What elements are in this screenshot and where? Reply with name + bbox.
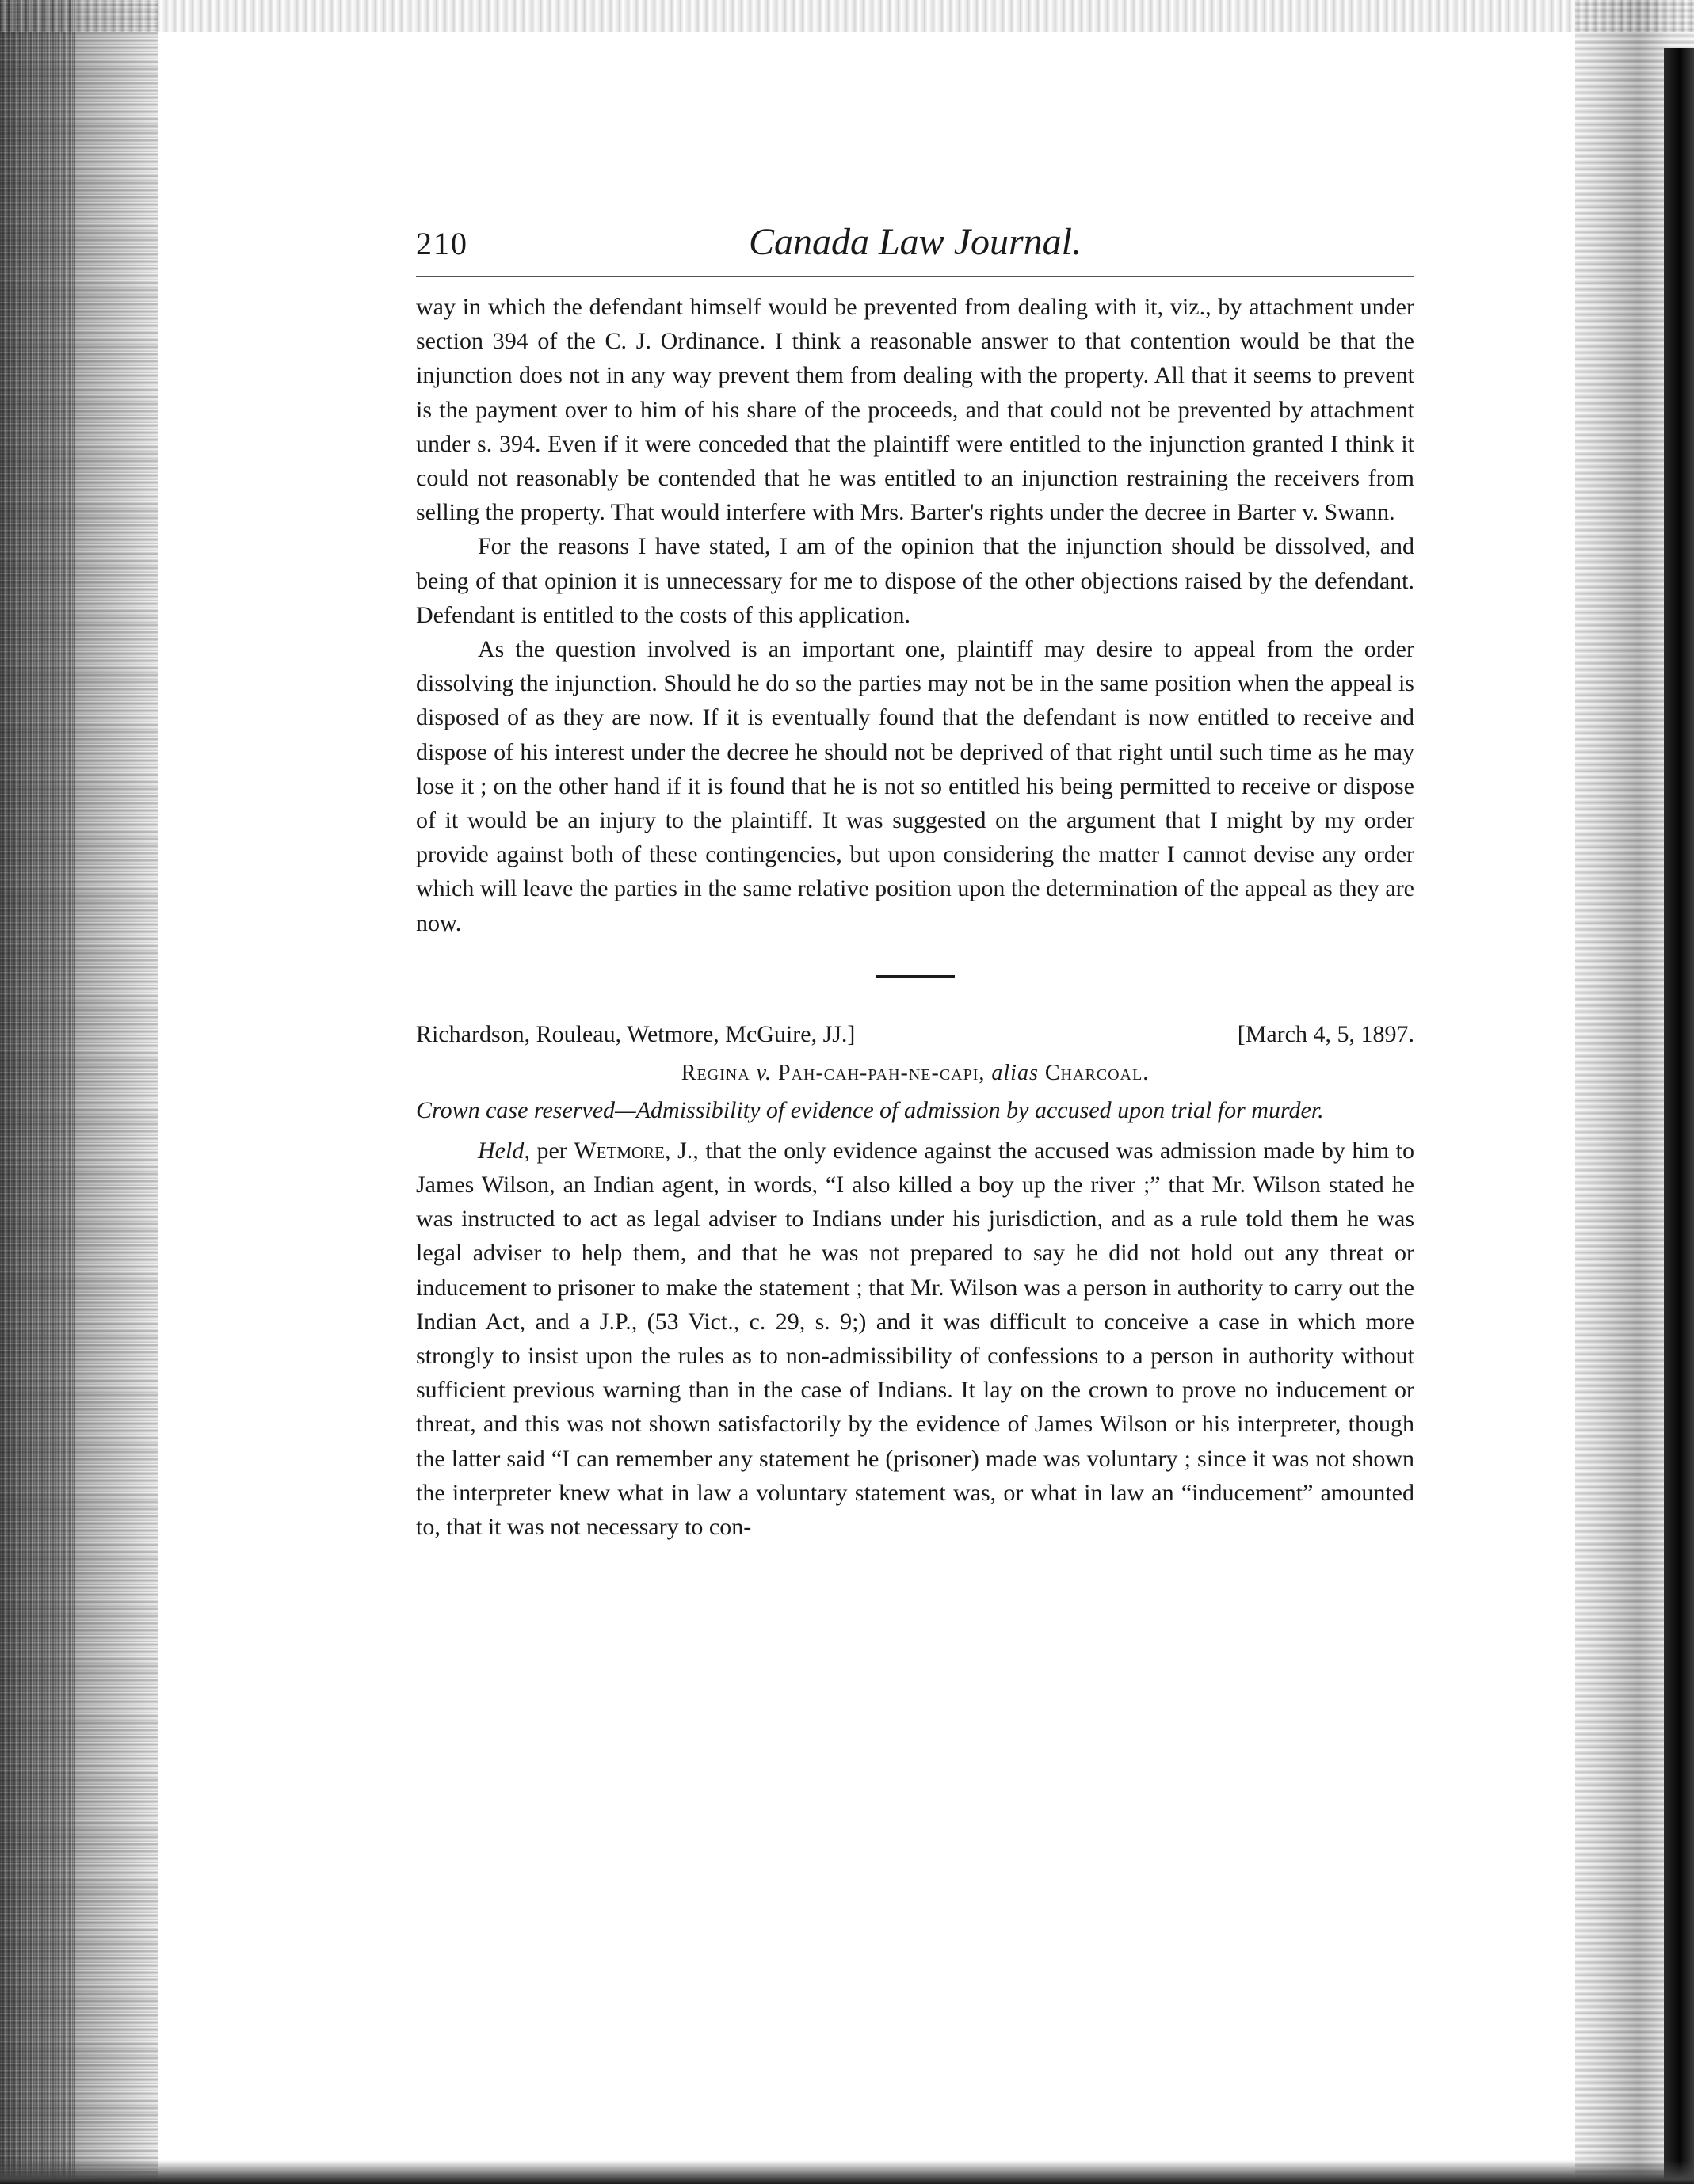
held-per: per — [536, 1137, 567, 1164]
case-judges-line — [416, 1017, 1414, 1051]
body-text — [416, 290, 1414, 940]
case-headnote: Crown case reserved—Admissibility of evidence of admission by accused upon trial for murder. — [416, 1096, 1324, 1123]
case-judges: Richardson, Rouleau, Wetmore, McGuire, JJ.] — [416, 1020, 856, 1047]
paragraph: As the question involved is an important one, plaintiff may desire to appeal from the order dissolving the injunction. Should he do so the parties may not be in the same position when the appeal is disposed of as they are now. If it is eventually found that the defendant is now entitled to receive and dispose of his interest under the decree he should not be deprived of that right until such time as he may lose it ; on the other hand if it is found that he is not so entitled his being permitted to receive or dispose of it would be an injury to the plaintiff. It was suggested on the argument that I might by my order provide against both of these contingencies, but upon considering the matter I cannot devise any order which will leave the parties in the same relative position upon the determination of the appeal as they are now. — [416, 636, 1414, 936]
scan-edge-top — [0, 0, 1694, 32]
paragraph: For the reasons I have stated, I am of the opinion that the injunction should be dissolved, and being of that opinion it is unnecessary for me to dispose of the other objections raised by the defendant. Defendant is entitled to the costs of this application. — [416, 533, 1414, 628]
case-title — [416, 1056, 1414, 1090]
paragraph-continued: way in which the defendant himself would be prevented from dealing with it, viz., by attachment under section 394 of the C. J. Ordinance. I think a reasonable answer to that contention would be that the injunction does not in any way prevent them from dealing with the property. All that it seems to prevent is the payment over to him of his share of the proceeds, and that could not be prevented by attachment under s. 394. Even if it were conceded that the plaintiff were entitled to the injunction granted I think it could not reasonably be contended that he was entitled to an injunction restraining the receivers from selling the property. That would interfere with Mrs. Barter's rights under the decree in Barter v. Swann. — [416, 294, 1414, 526]
case-title-party-1: Regina — [681, 1060, 750, 1085]
case-title-versus: v. — [756, 1060, 773, 1085]
section-separator — [876, 975, 955, 978]
case-title-party-3: Charcoal. — [1044, 1060, 1150, 1085]
held-judge: Wetmore, — [574, 1137, 671, 1164]
journal-title: Canada Law Journal. — [748, 221, 1082, 263]
case-title-party-2: Pah-cah-pah-ne-capi, — [778, 1060, 986, 1085]
running-head — [416, 220, 1414, 277]
case-date: [March 4, 5, 1897. — [1237, 1020, 1414, 1047]
scan-edge-bottom — [0, 2144, 1694, 2184]
held-paragraph — [416, 1134, 1414, 1544]
case-title-alias: alias — [991, 1060, 1039, 1085]
held-text: J., that the only evidence against the accused was admission made by him to James Wilson, an Indian agent, in words, “I also killed a boy up the river ;” that Mr. Wilson stated he was instructed to act as legal adviser to Indians under his jurisdiction, and as a rule told them he was legal adviser to help them, and that he was not prepared to say he did not hold out any threat or inducement to prisoner to make the statement ; that Mr. Wilson was a person in authority to carry out the Indian Act, and a J.P., (53 Vict., c. 29, s. 9;) and it was difficult to conceive a case in which more strongly to insist upon the rules as to non-admissibility of confessions to a person in authority without sufficient previous warning than in the case of Indians. It lay on the crown to prove no inducement or threat, and this was not shown satisfactorily by the evidence of James Wilson or his interpreter, though the latter said “I can remember any statement he (prisoner) made was voluntary ; since it was not shown the interpreter knew what in law a voluntary statement was, or what in law an “inducement” amounted to, that it was not necessary to con- — [416, 1137, 1415, 1541]
scan-edge-right-bar — [1664, 48, 1694, 2184]
held-lead: Held, — [478, 1137, 530, 1164]
scan-edge-left-spine — [0, 0, 75, 2184]
page — [416, 220, 1414, 1544]
page-number: 210 — [416, 226, 468, 261]
